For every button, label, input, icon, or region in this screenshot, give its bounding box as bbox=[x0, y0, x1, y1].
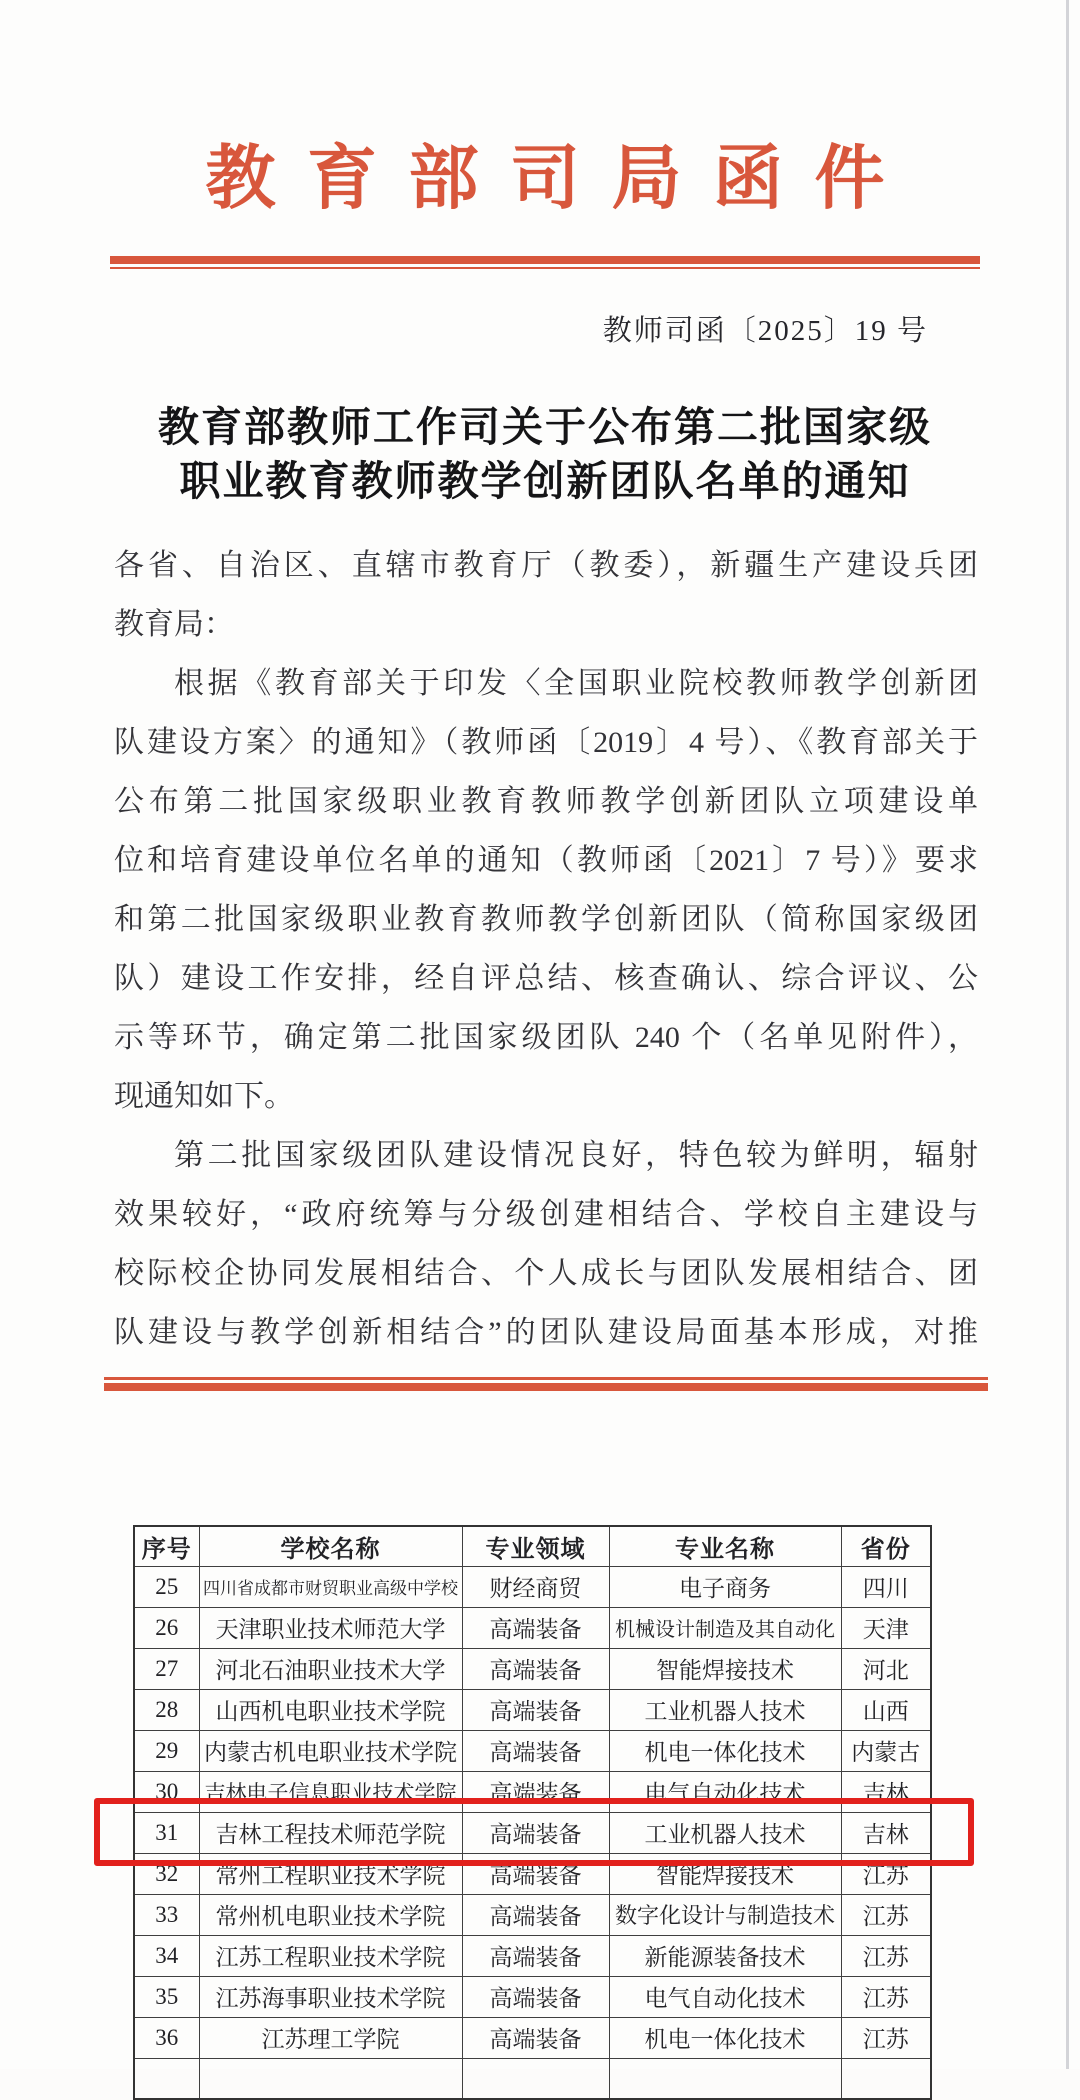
document-number: 教师司函〔2025〕19 号 bbox=[602, 315, 928, 347]
table-row bbox=[134, 1730, 931, 1771]
table-cell: 吉林 bbox=[841, 1812, 931, 1853]
letter-body-line: 根据《教育部关于印发〈全国职业院校教师教学创新团 bbox=[174, 667, 978, 700]
table-cell: 30 bbox=[134, 1771, 199, 1812]
table-cell: 电子商务 bbox=[609, 1566, 841, 1607]
table-header-cell: 省份 bbox=[841, 1526, 931, 1566]
table-row bbox=[134, 1566, 931, 1607]
table-cell bbox=[199, 2058, 462, 2099]
table-cell: 高端装备 bbox=[462, 1648, 609, 1689]
table-row-partial bbox=[134, 2058, 931, 2099]
table-cell: 35 bbox=[134, 1976, 199, 2017]
table-cell bbox=[609, 2058, 841, 2099]
table-cell: 机械设计制造及其自动化 bbox=[609, 1607, 841, 1648]
table-cell: 高端装备 bbox=[462, 1976, 609, 2017]
table-row bbox=[134, 1976, 931, 2017]
table-cell: 31 bbox=[134, 1812, 199, 1853]
table-cell: 高端装备 bbox=[462, 1935, 609, 1976]
letter-body-line: 教育局： bbox=[114, 608, 234, 641]
table-cell: 常州机电职业技术学院 bbox=[199, 1894, 462, 1935]
table-cell: 29 bbox=[134, 1730, 199, 1771]
table-header-cell: 序号 bbox=[134, 1526, 199, 1566]
table-cell: 常州工程职业技术学院 bbox=[199, 1853, 462, 1894]
table-cell: 四川 bbox=[841, 1566, 931, 1607]
table-header-cell: 专业领域 bbox=[462, 1526, 609, 1566]
table-row bbox=[134, 1935, 931, 1976]
table-cell: 高端装备 bbox=[462, 1730, 609, 1771]
table-cell: 河北 bbox=[841, 1648, 931, 1689]
notice-title bbox=[110, 400, 980, 508]
table-cell: 智能焊接技术 bbox=[609, 1853, 841, 1894]
table-cell: 江苏 bbox=[841, 1853, 931, 1894]
footer-thick-rule bbox=[104, 1383, 988, 1391]
letter-body-line: 队建设方案〉的通知》（教师函〔2019〕4 号）、《教育部关于 bbox=[114, 726, 978, 759]
table-cell: 26 bbox=[134, 1607, 199, 1648]
divider-thick-rule bbox=[110, 256, 980, 264]
table-cell: 江苏工程职业技术学院 bbox=[199, 1935, 462, 1976]
table-cell: 28 bbox=[134, 1689, 199, 1730]
table-cell: 电气自动化技术 bbox=[609, 1976, 841, 2017]
table-cell: 内蒙古 bbox=[841, 1730, 931, 1771]
table-cell: 高端装备 bbox=[462, 1894, 609, 1935]
table-cell: 江苏 bbox=[841, 1935, 931, 1976]
letterhead-divider bbox=[110, 256, 980, 269]
table-cell: 数字化设计与制造技术 bbox=[609, 1894, 841, 1935]
table-cell: 江苏理工学院 bbox=[199, 2017, 462, 2058]
table-cell: 吉林 bbox=[841, 1771, 931, 1812]
letter-body-line: 队建设与教学创新相结合”的团队建设局面基本形成，对推 bbox=[114, 1316, 978, 1349]
letter-body-line: 示等环节，确定第二批国家级团队 240 个（名单见附件）， bbox=[114, 1021, 978, 1054]
scan-edge-line bbox=[1066, 0, 1069, 2069]
table-cell: 江苏 bbox=[841, 1894, 931, 1935]
table-cell: 高端装备 bbox=[462, 1607, 609, 1648]
letter-body-line: 第二批国家级团队建设情况良好，特色较为鲜明，辐射 bbox=[174, 1139, 978, 1172]
table-header-cell: 专业名称 bbox=[609, 1526, 841, 1566]
teams-table bbox=[133, 1525, 932, 2100]
letter-body-line: 校际校企协同发展相结合、个人成长与团队发展相结合、团 bbox=[114, 1257, 978, 1290]
notice-title-line2: 职业教育教师教学创新团队名单的通知 bbox=[179, 458, 911, 504]
table-cell: 新能源装备技术 bbox=[609, 1935, 841, 1976]
table-cell: 河北石油职业技术大学 bbox=[199, 1648, 462, 1689]
table-cell: 江苏 bbox=[841, 2017, 931, 2058]
table-cell: 高端装备 bbox=[462, 1689, 609, 1730]
letter-body-line: 位和培育建设单位名单的通知（教师函〔2021〕7 号）》要求 bbox=[114, 844, 978, 877]
table-cell: 高端装备 bbox=[462, 1853, 609, 1894]
table-cell bbox=[134, 2058, 199, 2099]
table-row bbox=[134, 1607, 931, 1648]
letter-body-line: 效果较好，“政府统筹与分级创建相结合、学校自主建设与 bbox=[114, 1198, 978, 1231]
letter-body-line: 队）建设工作安排，经自评总结、核查确认、综合评议、公 bbox=[114, 962, 978, 995]
table-cell: 江苏 bbox=[841, 1976, 931, 2017]
table-cell: 机电一体化技术 bbox=[609, 1730, 841, 1771]
table-cell: 32 bbox=[134, 1853, 199, 1894]
table-row bbox=[134, 1648, 931, 1689]
table-cell bbox=[462, 2058, 609, 2099]
table-cell: 工业机器人技术 bbox=[609, 1689, 841, 1730]
table-cell: 智能焊接技术 bbox=[609, 1648, 841, 1689]
table-row bbox=[134, 1771, 931, 1812]
table-cell: 山西 bbox=[841, 1689, 931, 1730]
table-row bbox=[134, 1853, 931, 1894]
table-header-cell: 学校名称 bbox=[199, 1526, 462, 1566]
table-cell: 工业机器人技术 bbox=[609, 1812, 841, 1853]
table-cell: 江苏海事职业技术学院 bbox=[199, 1976, 462, 2017]
table-cell: 27 bbox=[134, 1648, 199, 1689]
footer-thin-rule bbox=[104, 1377, 988, 1380]
notice-title-line1: 教育部教师工作司关于公布第二批国家级 bbox=[158, 404, 932, 450]
table-row bbox=[134, 1689, 931, 1730]
letter-body bbox=[114, 536, 978, 1362]
table-cell: 34 bbox=[134, 1935, 199, 1976]
letterhead-banner: 教育部司局函件 bbox=[205, 141, 916, 218]
table-cell: 高端装备 bbox=[462, 2017, 609, 2058]
table-cell: 内蒙古机电职业技术学院 bbox=[199, 1730, 462, 1771]
table-cell: 四川省成都市财贸职业高级中学校 bbox=[199, 1566, 462, 1607]
footer-divider bbox=[104, 1377, 988, 1391]
table-cell: 高端装备 bbox=[462, 1771, 609, 1812]
table-cell: 吉林电子信息职业技术学院 bbox=[199, 1771, 462, 1812]
table-cell: 高端装备 bbox=[462, 1812, 609, 1853]
letter-body-line: 公布第二批国家级职业教育教师教学创新团队立项建设单 bbox=[114, 785, 978, 818]
table-cell: 电气自动化技术 bbox=[609, 1771, 841, 1812]
table-cell: 机电一体化技术 bbox=[609, 2017, 841, 2058]
table-cell: 36 bbox=[134, 2017, 199, 2058]
letter-body-line: 和第二批国家级职业教育教师教学创新团队（简称国家级团 bbox=[114, 903, 978, 936]
table-cell: 山西机电职业技术学院 bbox=[199, 1689, 462, 1730]
letter-body-line: 现通知如下。 bbox=[114, 1080, 294, 1113]
table-cell: 天津职业技术师范大学 bbox=[199, 1607, 462, 1648]
table-row-highlighted bbox=[134, 1812, 931, 1853]
table-cell: 天津 bbox=[841, 1607, 931, 1648]
letter-body-line: 各省、自治区、直辖市教育厅（教委），新疆生产建设兵团 bbox=[114, 549, 978, 582]
table-cell: 吉林工程技术师范学院 bbox=[199, 1812, 462, 1853]
table-cell: 财经商贸 bbox=[462, 1566, 609, 1607]
divider-thin-rule bbox=[110, 267, 980, 269]
table-row bbox=[134, 1894, 931, 1935]
table-cell: 25 bbox=[134, 1566, 199, 1607]
table-cell bbox=[841, 2058, 931, 2099]
table-header-row bbox=[134, 1526, 931, 1566]
table-cell: 33 bbox=[134, 1894, 199, 1935]
table-row bbox=[134, 2017, 931, 2058]
